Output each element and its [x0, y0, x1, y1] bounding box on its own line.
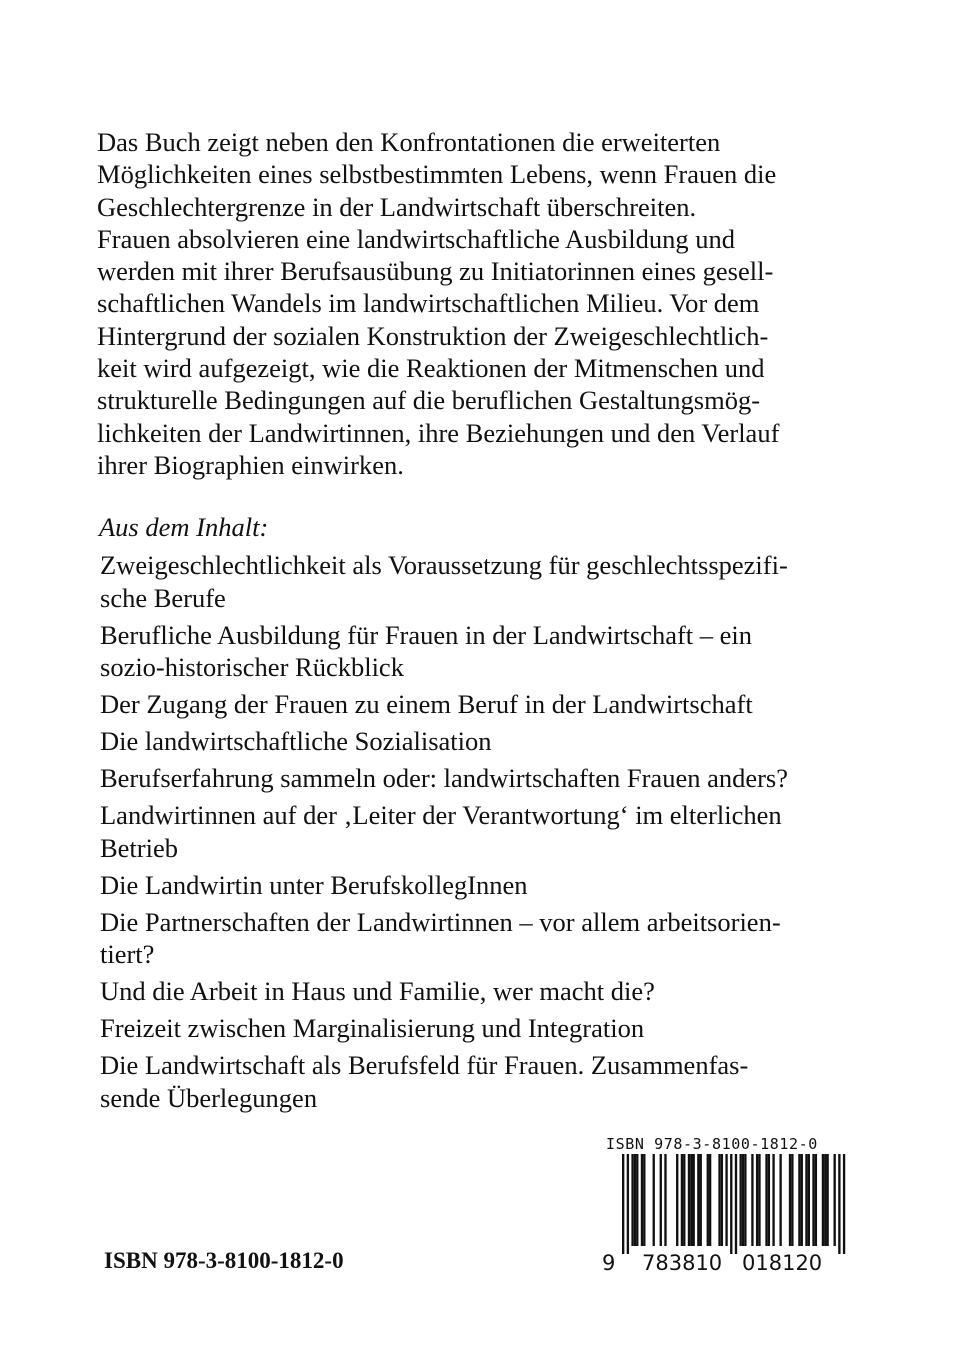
barcode-bar — [772, 1154, 774, 1246]
blurb-line: Möglichkeiten eines selbstbestimmten Lebens, wenn Frauen die — [97, 159, 777, 190]
barcode-bar — [688, 1154, 690, 1246]
contents-item-line: sozio-historischer Rückblick — [100, 652, 404, 682]
barcode-guard-bar — [843, 1154, 845, 1254]
blurb-line: Frauen absolvieren eine landwirtschaftliche Ausbildung und — [97, 223, 736, 254]
contents-item-line: tiert? — [100, 939, 155, 969]
contents-item — [100, 1012, 900, 1045]
barcode-bar — [742, 1154, 744, 1246]
barcode-bar — [834, 1154, 836, 1246]
barcode-bar — [643, 1154, 645, 1246]
barcode-bar — [812, 1154, 814, 1246]
blurb-line: ihrer Biographien einwirken. — [97, 449, 404, 480]
isbn-number: ISBN 978-3-8100-1812-0 — [104, 1248, 344, 1273]
barcode-bar — [808, 1154, 810, 1246]
barcode-bar — [744, 1154, 746, 1246]
barcode-bar — [660, 1154, 662, 1246]
barcode-bar — [758, 1154, 760, 1246]
barcode-guard-bar — [730, 1154, 732, 1254]
barcode-bar — [765, 1154, 767, 1246]
barcode-bar — [631, 1154, 633, 1246]
barcode-guard-bar — [622, 1154, 624, 1254]
barcode-bar — [693, 1154, 695, 1246]
barcode — [598, 1134, 854, 1274]
contents-item-line: Der Zugang der Frauen zu einem Beruf in der Landwirtschaft — [100, 689, 753, 719]
barcode-guard-bar — [627, 1154, 629, 1254]
contents-item-line: Berufserfahrung sammeln oder: landwirtschaften Frauen anders? — [100, 763, 789, 793]
contents-item-line: Die Landwirtschaft als Berufsfeld für Frauen. Zusammenfas- — [100, 1050, 749, 1080]
contents-list — [100, 549, 900, 1119]
barcode-bar — [740, 1154, 742, 1246]
barcode-bar — [681, 1154, 683, 1246]
blurb-line: Das Buch zeigt neben den Konfrontationen die erweiterten — [97, 127, 721, 157]
blurb-line: keit wird aufgezeigt, wie die Reaktionen der Mitmenschen und — [97, 353, 765, 384]
contents-item-line: Betrieb — [100, 832, 178, 863]
barcode-bar — [721, 1154, 723, 1246]
contents-item-line: Freizeit zwischen Marginalisierung und Integration — [100, 1013, 645, 1043]
contents-item-line: Die Landwirtin unter BerufskollegInnen — [100, 869, 528, 900]
barcode-caption: ISBN 978-3-8100-1812-0 — [606, 1135, 818, 1153]
barcode-bars — [622, 1154, 845, 1254]
barcode-bar — [801, 1154, 803, 1246]
barcode-bar — [707, 1154, 709, 1246]
barcode-first-digit: 9 — [602, 1251, 616, 1274]
barcode-bar — [756, 1154, 758, 1246]
barcode-bar — [768, 1154, 770, 1246]
contents-item-line: sende Überlegungen — [100, 1082, 318, 1113]
contents-item — [100, 1049, 900, 1114]
barcode-bar — [791, 1154, 793, 1246]
contents-item — [100, 762, 900, 795]
contents-heading: Aus dem Inhalt: — [99, 512, 269, 542]
blurb-line: werden mit ihrer Berufsausübung zu Initiatorinnen eines gesell- — [97, 256, 774, 287]
barcode-bar — [676, 1154, 678, 1246]
barcode-bar — [779, 1154, 781, 1246]
contents-item-line: sche Berufe — [100, 582, 226, 613]
barcode-bar — [683, 1154, 685, 1246]
barcode-bar — [824, 1154, 826, 1246]
blurb-line: lichkeiten der Landwirtinnen, ihre Beziehungen und den Verlauf — [97, 417, 780, 448]
barcode-bar — [636, 1154, 638, 1246]
contents-item — [100, 688, 900, 721]
blurb-line: Geschlechtergrenze in der Landwirtschaft überschreiten. — [97, 191, 697, 222]
barcode-bar — [798, 1154, 800, 1246]
contents-item — [100, 906, 900, 971]
contents-item — [100, 619, 900, 684]
barcode-bar — [815, 1154, 817, 1246]
barcode-bar — [826, 1154, 828, 1246]
barcode-bar — [751, 1154, 753, 1246]
contents-item-line: Zweigeschlechtlichkeit als Voraussetzung für geschlechtsspezifi- — [100, 550, 788, 580]
barcode-bar — [789, 1154, 791, 1246]
blurb-line: Hintergrund der sozialen Konstruktion der Zweigeschlechtlich- — [97, 320, 769, 351]
barcode-guard-bar — [838, 1154, 840, 1254]
barcode-graphic — [598, 1154, 854, 1274]
barcode-left-digits: 783810 — [642, 1251, 723, 1274]
barcode-bar — [664, 1154, 666, 1246]
barcode-bar — [697, 1154, 699, 1246]
barcode-right-digits: 018120 — [742, 1251, 823, 1274]
contents-item — [100, 725, 900, 758]
contents-item — [100, 799, 900, 864]
barcode-guard-bar — [735, 1154, 737, 1254]
contents-item-line: Die landwirtschaftliche Sozialisation — [100, 726, 492, 756]
contents-item — [100, 975, 900, 1008]
barcode-bar — [822, 1154, 824, 1246]
contents-item — [100, 869, 900, 902]
barcode-bar — [709, 1154, 711, 1246]
barcode-bar — [718, 1154, 720, 1246]
barcode-bar — [653, 1154, 655, 1246]
contents-item-line: Die Partnerschaften der Landwirtinnen – vor allem arbeitsorien- — [100, 906, 781, 937]
barcode-bar — [641, 1154, 643, 1246]
barcode-bar — [725, 1154, 727, 1246]
contents-item-line: Landwirtinnen auf der ‚Leiter der Verantwortung‘ im elterlichen — [100, 800, 782, 830]
barcode-bar — [634, 1154, 636, 1246]
contents-item — [100, 549, 900, 614]
blurb-paragraph — [97, 126, 887, 481]
barcode-bar — [805, 1154, 807, 1246]
blurb-line: schaftlichen Wandels im landwirtschaftlichen Milieu. Vor dem — [97, 288, 760, 319]
barcode-bar — [690, 1154, 692, 1246]
barcode-bar — [700, 1154, 702, 1246]
blurb-line: strukturelle Bedingungen auf die beruflichen Gestaltungsmög- — [97, 385, 761, 416]
contents-item-line: Berufliche Ausbildung für Frauen in der Landwirtschaft – ein — [100, 619, 753, 650]
contents-item-line: Und die Arbeit in Haus und Familie, wer macht die? — [100, 976, 655, 1006]
